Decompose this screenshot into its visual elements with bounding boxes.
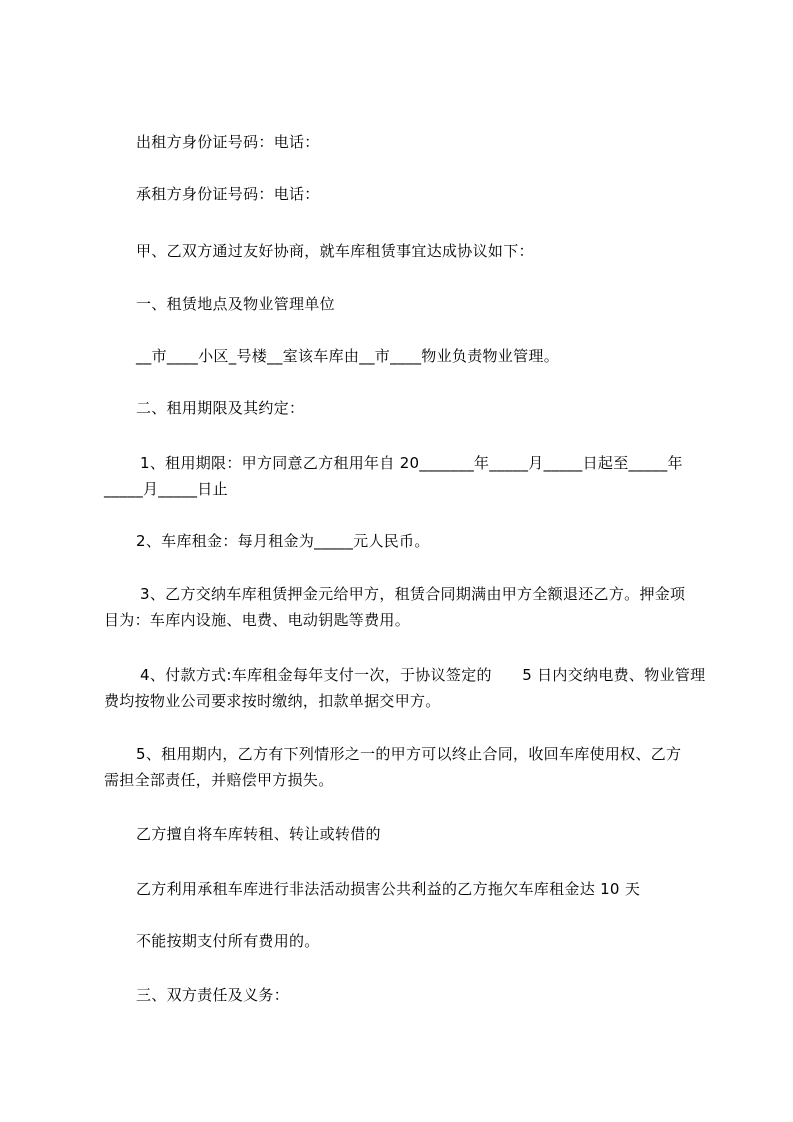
rent-clause-line: 2、车库租金：每月租金为_____元人民币。 xyxy=(136,532,430,550)
term-clause-line-2: _____月_____日止 xyxy=(104,480,228,498)
section-1-heading: 一、租赁地点及物业管理单位 xyxy=(136,295,335,313)
payment-clause-line-2: 费均按物业公司要求按时缴纳，扣款单据交甲方。 xyxy=(104,692,441,710)
termination-clause-line-2: 需担全部责任，并赔偿甲方损失。 xyxy=(104,771,334,789)
lessor-id-phone-line: 出租方身份证号码：电话： xyxy=(136,133,320,151)
agreement-intro-line: 甲、乙双方通过友好协商，就车库租赁事宜达成协议如下： xyxy=(136,242,534,260)
deposit-clause-line-2: 目为：车库内设施、电费、电动钥匙等费用。 xyxy=(104,611,411,629)
section-3-heading: 三、双方责任及义务： xyxy=(136,986,290,1004)
condition-nonpayment-line: 不能按期支付所有费用的。 xyxy=(136,932,320,950)
section-2-heading: 二、租用期限及其约定： xyxy=(136,399,305,417)
deposit-clause-line-1: 3、乙方交纳车库租赁押金元给甲方，租赁合同期满由甲方全额退还乙方。押金项 xyxy=(140,585,686,603)
lessee-id-phone-line: 承租方身份证号码：电话： xyxy=(136,185,320,203)
payment-clause-line-1: 4、付款方式:车库租金每年支付一次，于协议签定的 5 日内交纳电费、物业管理 xyxy=(140,666,706,684)
condition-sublet-line: 乙方擅自将车库转租、转让或转借的 xyxy=(136,825,381,843)
termination-clause-line-1: 5、租用期内，乙方有下列情形之一的甲方可以终止合同，收回车库使用权、乙方 xyxy=(136,745,682,763)
term-clause-line-1: 1、租用期限：甲方同意乙方租用年自 20_______年_____月_____日起至_____年 xyxy=(140,454,683,472)
location-line: __市____小区_号楼__室该车库由__市____物业负责物业管理。 xyxy=(136,347,560,365)
condition-illegal-arrears-line: 乙方利用承租车库进行非法活动损害公共利益的乙方拖欠车库租金达 10 天 xyxy=(136,880,641,898)
